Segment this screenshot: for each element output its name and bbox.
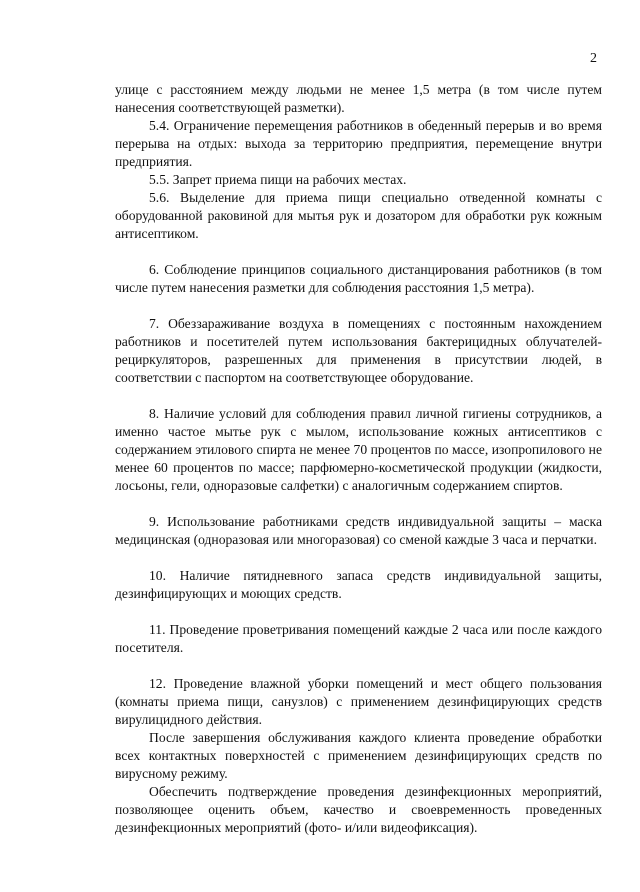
page-number: 2 — [590, 51, 597, 66]
paragraph-9: 9. Использование работниками средств индивидуальной защиты – маска медицинская (одноразовая или многоразовая) со сменой каждые 3 часа и перчатки. — [115, 514, 602, 547]
paragraph-10: 10. Наличие пятидневного запаса средств индивидуальной защиты, дезинфицирующих и моющих средств. — [115, 568, 602, 601]
paragraph-5-3-continuation: улице с расстоянием между людьми не менее 1,5 метра (в том числе путем нанесения соответствующей разметки). — [115, 82, 602, 115]
paragraph-12-after-service: После завершения обслуживания каждого клиента проведение обработки всех контактных поверхностей с применением дезинфицирующих средств по вирусному режиму. — [115, 730, 602, 781]
paragraph-12: 12. Проведение влажной уборки помещений и мест общего пользования (комнаты приема пищи, санузлов) с применением дезинфицирующих средств вирулицидного действия. — [115, 676, 602, 727]
paragraph-5-6: 5.6. Выделение для приема пищи специально отведенной комнаты с оборудованной раковиной для мытья рук и дозатором для обработки рук кожным антисептиком. — [115, 190, 602, 241]
paragraph-8: 8. Наличие условий для соблюдения правил личной гигиены сотрудников, а именно частое мытье рук с мылом, использование кожных антисептиков с содержанием этилового спирта не менее 70 процентов по массе, изопропилового не менее 60 процентов по массе; парфюмерно-косметической продукции (жидкости, лосьоны, гели, одноразовые салфетки) с аналогичным содержанием спиртов. — [115, 406, 602, 493]
paragraph-11: 11. Проведение проветривания помещений каждые 2 часа или после каждого посетителя. — [115, 622, 602, 655]
paragraph-7: 7. Обеззараживание воздуха в помещениях с постоянным нахождением работников и посетителей путем использования бактерицидных облучателей-рециркуляторов, разрешенных для применения в присутствии людей, в соответствии с паспортом на соответствующее оборудование. — [115, 316, 602, 385]
paragraph-12-confirmation: Обеспечить подтверждение проведения дезинфекционных мероприятий, позволяющее оценить объем, качество и своевременность проведенных дезинфекционных мероприятий (фото- и/или видеофиксация). — [115, 784, 602, 835]
paragraph-5-4: 5.4. Ограничение перемещения работников в обеденный перерыв и во время перерыва на отдых: выхода за территорию предприятия, перемещение внутри предприятия. — [115, 118, 602, 169]
paragraph-5-5: 5.5. Запрет приема пищи на рабочих местах. — [149, 172, 407, 187]
paragraph-6: 6. Соблюдение принципов социального дистанцирования работников (в том числе путем нанесения разметки для соблюдения расстояния 1,5 метра). — [115, 262, 602, 295]
document-body — [115, 81, 602, 837]
